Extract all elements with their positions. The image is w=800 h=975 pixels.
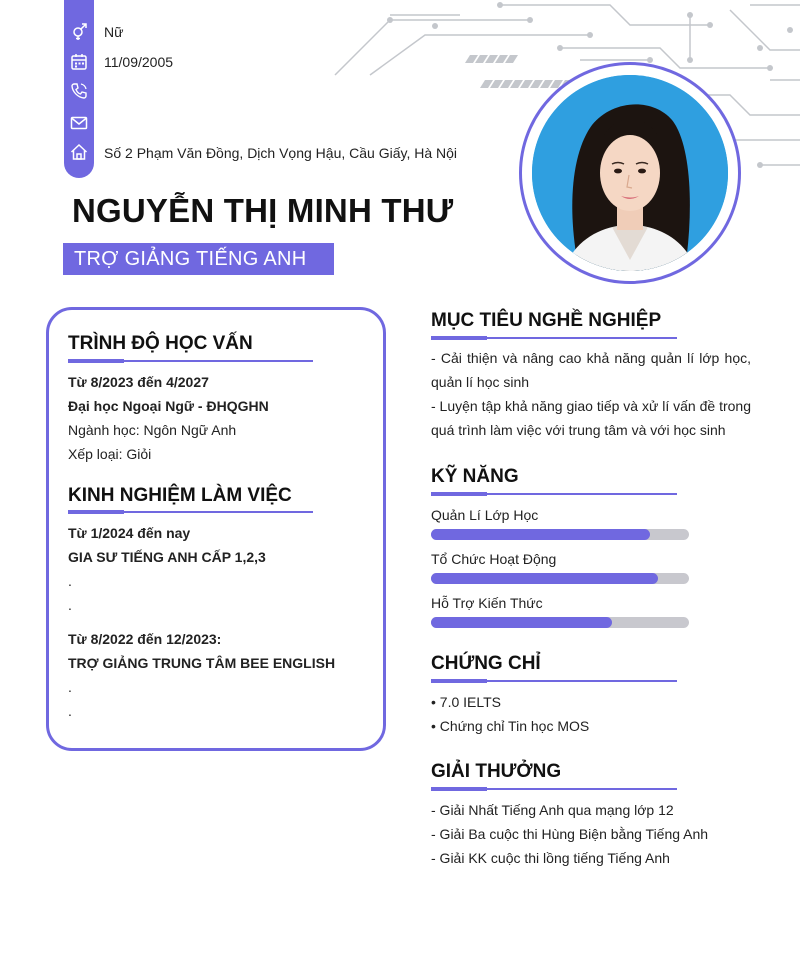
education-period: Từ 8/2023 đến 4/2027 xyxy=(68,374,209,390)
award-item: - Giải KK cuộc thi lồng tiếng Tiếng Anh xyxy=(431,850,670,866)
gender-text: Nữ xyxy=(104,24,124,40)
calendar-icon xyxy=(70,53,88,71)
profile-photo xyxy=(519,62,741,284)
job-period: Từ 8/2022 đến 12/2023: xyxy=(68,631,222,647)
objective-title: MỤC TIÊU NGHỀ NGHIỆP xyxy=(431,310,662,331)
job-detail: . xyxy=(68,573,72,589)
skills-underline xyxy=(431,493,677,495)
awards-title: GIẢI THƯỞNG xyxy=(431,761,562,782)
education-underline xyxy=(68,360,313,362)
objective-item: - Luyện tập khả năng giao tiếp và xử lí vấn đề trong quá trình làm việc với trung tâm và với học sinh xyxy=(431,398,751,438)
skill-bar-fill xyxy=(431,617,612,628)
address-text: Số 2 Phạm Văn Đồng, Dịch Vọng Hậu, Cầu Giấy, Hà Nội xyxy=(104,145,458,161)
education-title: TRÌNH ĐỘ HỌC VẤN xyxy=(68,333,253,354)
certificates-title: CHỨNG CHỈ xyxy=(431,653,541,674)
job-period: Từ 1/2024 đến nay xyxy=(68,525,191,541)
skill-bar-fill xyxy=(431,573,658,584)
email-icon xyxy=(70,114,88,132)
skills-title: KỸ NĂNG xyxy=(431,466,519,487)
certificate-item: • 7.0 IELTS xyxy=(431,694,502,710)
candidate-name: NGUYỄN THỊ MINH THƯ xyxy=(72,192,454,229)
awards-underline xyxy=(431,788,677,790)
award-item: - Giải Nhất Tiếng Anh qua mạng lớp 12 xyxy=(431,802,674,818)
role-title: TRỢ GIẢNG TIẾNG ANH xyxy=(74,248,307,270)
objective-item: - Cải thiện và nâng cao khả năng quản lí lớp học, quản lí học sinh xyxy=(431,350,751,390)
education-major: Ngành học: Ngôn Ngữ Anh xyxy=(68,422,237,438)
birthday-text: 11/09/2005 xyxy=(104,54,174,70)
skill-bar xyxy=(431,617,689,628)
experience-title: KINH NGHIỆM LÀM VIỆC xyxy=(68,485,292,506)
certificate-item: • Chứng chỉ Tin học MOS xyxy=(431,718,590,734)
experience-underline xyxy=(68,511,313,513)
skill-label: Hỗ Trợ Kiến Thức xyxy=(431,595,543,611)
gender-icon xyxy=(70,23,88,41)
award-item: - Giải Ba cuộc thi Hùng Biện bằng Tiếng Anh xyxy=(431,826,709,842)
avatar xyxy=(532,75,728,271)
skill-bar xyxy=(431,529,689,540)
objective-underline xyxy=(431,337,677,339)
skill-bar-fill xyxy=(431,529,650,540)
skill-bar xyxy=(431,573,689,584)
job-detail: . xyxy=(68,597,72,613)
home-icon xyxy=(70,143,88,161)
phone-icon xyxy=(70,82,88,100)
job-role: GIA SƯ TIẾNG ANH CẤP 1,2,3 xyxy=(68,549,266,565)
certificates-underline xyxy=(431,680,677,682)
education-school: Đại học Ngoại Ngữ - ĐHQGHN xyxy=(68,398,269,414)
education-grade: Xếp loại: Giỏi xyxy=(68,446,152,462)
skill-label: Tổ Chức Hoạt Động xyxy=(431,551,557,567)
skill-label: Quản Lí Lớp Học xyxy=(431,507,539,523)
job-detail: . xyxy=(68,703,72,719)
job-detail: . xyxy=(68,679,72,695)
job-role: TRỢ GIẢNG TRUNG TÂM BEE ENGLISH xyxy=(68,655,336,671)
